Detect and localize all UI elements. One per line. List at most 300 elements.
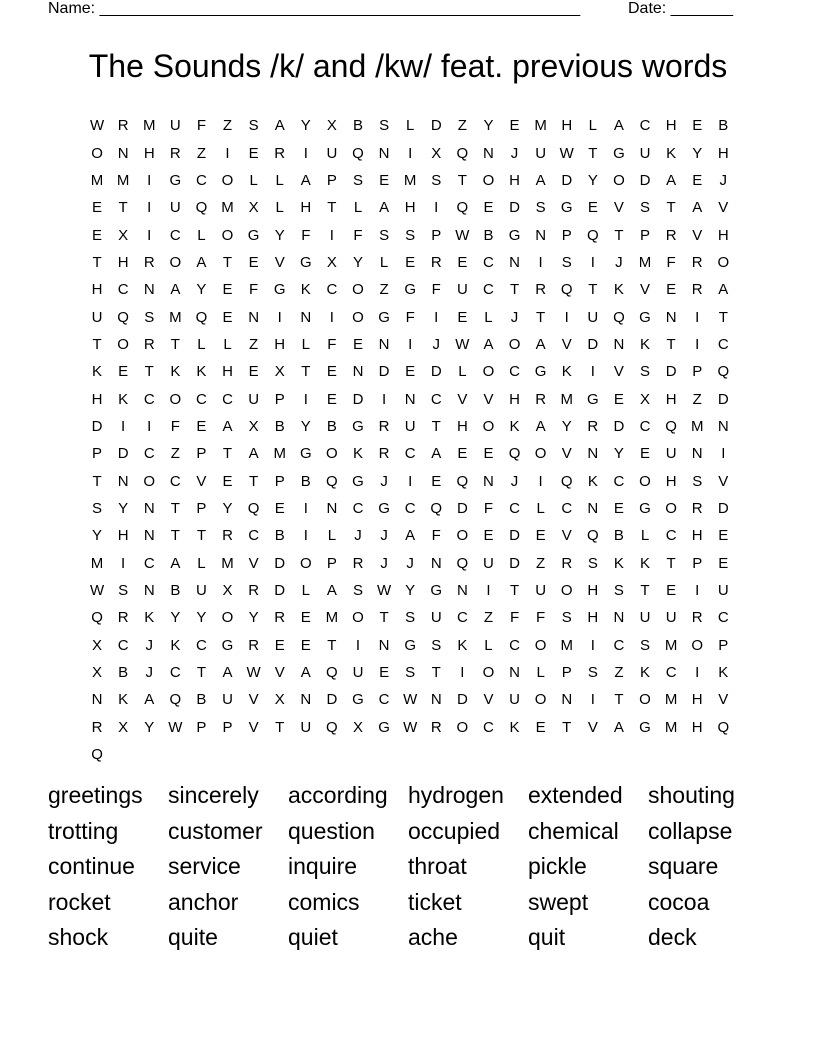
grid-letter: E <box>300 636 311 654</box>
grid-letter: E <box>718 554 729 572</box>
grid-letter: C <box>326 281 338 299</box>
grid-letter: S <box>535 199 546 217</box>
grid-letter: G <box>534 363 547 381</box>
word-list-item: quiet <box>288 924 338 950</box>
grid-letter: Q <box>456 199 469 217</box>
grid-letter: T <box>588 144 598 162</box>
grid-letter: A <box>666 171 677 189</box>
grid-letter: C <box>169 472 181 490</box>
grid-letter: U <box>535 144 547 162</box>
grid-letter: V <box>248 718 259 736</box>
grid-letter: B <box>483 226 494 244</box>
letter-grid <box>84 112 736 768</box>
grid-letter: K <box>718 664 729 682</box>
word-list-item: deck <box>648 924 697 950</box>
grid-letter: P <box>692 363 703 381</box>
grid-letter: B <box>118 664 129 682</box>
grid-letter: A <box>248 445 259 463</box>
grid-letter: E <box>483 445 494 463</box>
grid-letter: W <box>455 335 470 353</box>
grid-letter: F <box>249 281 259 299</box>
grid-letter: V <box>457 390 468 408</box>
grid-letter: M <box>690 417 704 435</box>
grid-letter: O <box>665 499 677 517</box>
grid-letter: U <box>717 582 729 600</box>
grid-letter: V <box>483 390 494 408</box>
grid-letter: P <box>326 171 337 189</box>
word-list-item: square <box>648 853 719 879</box>
grid-letter: V <box>196 472 207 490</box>
grid-letter: I <box>434 199 439 217</box>
grid-letter: C <box>509 363 520 381</box>
grid-letter: V <box>483 691 494 709</box>
grid-letter: G <box>508 226 521 244</box>
grid-letter: N <box>691 445 703 463</box>
grid-letter: D <box>456 499 468 517</box>
grid-letter: P <box>561 226 572 244</box>
grid-letter: E <box>457 308 468 326</box>
grid-letter: M <box>90 171 104 189</box>
grid-letter: X <box>326 253 337 271</box>
grid-letter: G <box>639 308 651 326</box>
grid-letter: J <box>406 554 414 572</box>
grid-letter: N <box>248 308 260 326</box>
grid-letter: R <box>143 253 155 271</box>
grid-letter: Q <box>326 718 338 736</box>
grid-letter: E <box>613 499 624 517</box>
grid-letter: N <box>430 691 442 709</box>
grid-letter: C <box>456 609 468 627</box>
grid-letter: D <box>613 417 625 435</box>
grid-letter: X <box>118 226 129 244</box>
grid-letter: C <box>117 636 129 654</box>
grid-letter: C <box>169 664 181 682</box>
grid-letter: C <box>561 499 573 517</box>
grid-letter: J <box>510 144 519 162</box>
grid-letter: S <box>613 582 624 600</box>
grid-letter: W <box>89 582 105 600</box>
grid-letter: K <box>666 144 677 162</box>
grid-letter: P <box>274 472 285 490</box>
grid-letter: F <box>196 117 206 135</box>
grid-letter: I <box>355 636 361 654</box>
grid-letter: C <box>639 117 651 135</box>
grid-letter: O <box>639 691 651 709</box>
grid-letter: E <box>692 171 703 189</box>
grid-letter: Y <box>118 499 129 517</box>
grid-letter: O <box>508 335 521 353</box>
grid-letter: H <box>561 117 573 135</box>
grid-letter: F <box>301 226 311 244</box>
grid-letter: G <box>299 445 312 463</box>
word-list-item: sincerely <box>168 782 259 808</box>
grid-letter: S <box>352 582 363 600</box>
grid-letter: J <box>354 527 362 545</box>
grid-letter: B <box>352 117 363 135</box>
grid-letter: Q <box>430 499 443 517</box>
grid-letter: F <box>536 609 546 627</box>
grid-letter: I <box>147 171 152 189</box>
grid-letter: M <box>221 554 234 572</box>
grid-letter: C <box>509 636 520 654</box>
grid-letter: R <box>91 718 103 736</box>
grid-letter: I <box>695 582 700 600</box>
grid-letter: N <box>535 226 547 244</box>
grid-letter: Q <box>117 308 129 326</box>
grid-letter: V <box>613 363 624 381</box>
grid-letter: E <box>352 335 363 353</box>
grid-letter: A <box>170 554 181 572</box>
grid-letter: I <box>695 308 700 326</box>
grid-letter: Y <box>196 609 207 627</box>
name-field: Name: ______________________________________________________ <box>48 0 581 17</box>
grid-letter: P <box>718 636 729 654</box>
grid-letter: M <box>142 117 156 135</box>
grid-letter: S <box>561 253 572 271</box>
grid-letter: M <box>664 691 678 709</box>
grid-letter: I <box>590 636 595 654</box>
grid-letter: I <box>538 472 543 490</box>
grid-letter: C <box>483 253 494 271</box>
word-list-item: customer <box>168 817 263 844</box>
grid-letter: N <box>117 144 129 162</box>
grid-letter: X <box>326 117 337 135</box>
grid-letter: K <box>170 636 181 654</box>
grid-letter: G <box>378 499 390 517</box>
grid-letter: W <box>246 664 261 682</box>
grid-letter: F <box>431 281 441 299</box>
grid-letter: R <box>691 609 703 627</box>
grid-letter: D <box>91 417 103 435</box>
grid-letter: P <box>640 226 651 244</box>
grid-letter: I <box>408 144 413 162</box>
grid-letter: O <box>352 308 364 326</box>
grid-letter: U <box>404 417 416 435</box>
grid-letter: E <box>222 281 233 299</box>
grid-letter: T <box>562 718 572 736</box>
grid-letter: B <box>326 417 337 435</box>
grid-letter: A <box>692 199 703 217</box>
grid-letter: S <box>431 171 442 189</box>
grid-letter: W <box>559 144 574 162</box>
grid-letter: H <box>222 363 233 381</box>
grid-letter: P <box>274 390 285 408</box>
grid-letter: N <box>613 609 625 627</box>
grid-letter: F <box>483 499 494 517</box>
grid-letter: X <box>248 199 259 217</box>
grid-letter: E <box>405 363 416 381</box>
grid-letter: C <box>639 417 651 435</box>
word-list-item: chemical <box>528 817 619 844</box>
grid-letter: P <box>561 664 572 682</box>
grid-letter: G <box>378 308 390 326</box>
grid-letter: Y <box>561 417 572 435</box>
word-list-item: rocket <box>48 888 111 915</box>
grid-letter: M <box>116 171 130 189</box>
grid-letter: Y <box>300 417 311 435</box>
grid-letter: I <box>695 335 700 353</box>
grid-letter: H <box>117 253 129 271</box>
grid-letter: T <box>327 636 337 654</box>
grid-letter: K <box>300 281 311 299</box>
grid-letter: A <box>535 335 546 353</box>
grid-letter: S <box>248 117 259 135</box>
grid-letter: B <box>300 472 311 490</box>
grid-letter: H <box>509 390 520 408</box>
grid-letter: C <box>404 499 416 517</box>
grid-letter: D <box>430 363 442 381</box>
grid-letter: S <box>431 636 442 654</box>
grid-letter: R <box>430 253 442 271</box>
grid-letter: B <box>274 417 285 435</box>
grid-letter: T <box>588 281 598 299</box>
grid-letter: T <box>327 199 337 217</box>
grid-letter: N <box>717 417 729 435</box>
grid-letter: T <box>509 582 520 600</box>
grid-letter: T <box>118 199 128 217</box>
grid-letter: A <box>535 417 546 435</box>
grid-letter: B <box>274 527 285 545</box>
word-list-item: quit <box>528 924 566 950</box>
grid-letter: Q <box>665 417 677 435</box>
grid-letter: Y <box>405 582 416 600</box>
grid-letter: T <box>92 335 102 353</box>
grid-letter: E <box>457 253 468 271</box>
grid-letter: E <box>666 582 677 600</box>
grid-letter: I <box>147 226 152 244</box>
grid-letter: R <box>535 390 547 408</box>
grid-letter: K <box>196 363 207 381</box>
grid-letter: K <box>118 691 129 709</box>
grid-letter: T <box>170 527 180 545</box>
grid-letter: X <box>274 363 285 381</box>
grid-letter: Q <box>247 499 260 517</box>
grid-letter: E <box>300 609 311 627</box>
grid-letter: W <box>89 117 105 135</box>
word-list-item: throat <box>408 853 467 879</box>
grid-letter: F <box>431 527 441 545</box>
grid-letter: C <box>509 499 520 517</box>
grid-letter: H <box>691 718 703 736</box>
grid-letter: I <box>408 335 413 353</box>
grid-letter: T <box>536 308 546 326</box>
grid-letter: I <box>564 308 569 326</box>
grid-letter: R <box>143 335 155 353</box>
grid-letter: Y <box>692 144 703 162</box>
grid-letter: N <box>665 308 677 326</box>
grid-letter: L <box>327 527 337 545</box>
grid-letter: H <box>274 335 286 353</box>
grid-letter: T <box>170 499 180 517</box>
grid-letter: C <box>352 499 364 517</box>
grid-letter: V <box>248 691 259 709</box>
grid-letter: U <box>91 308 103 326</box>
grid-letter: E <box>405 253 416 271</box>
grid-letter: L <box>301 582 310 600</box>
grid-letter: I <box>590 253 595 271</box>
grid-letter: M <box>638 253 652 271</box>
grid-letter: C <box>717 609 729 627</box>
grid-letter: N <box>378 144 390 162</box>
grid-letter: D <box>509 527 520 545</box>
grid-letter: Z <box>536 554 546 572</box>
grid-letter: N <box>117 472 129 490</box>
grid-letter: S <box>405 226 416 244</box>
word-list-item: greetings <box>48 782 143 808</box>
grid-letter: N <box>143 527 155 545</box>
grid-letter: O <box>352 281 364 299</box>
grid-letter: T <box>457 171 467 189</box>
grid-letter: Q <box>91 609 103 627</box>
grid-letter: E <box>587 199 598 217</box>
grid-letter: O <box>169 253 182 271</box>
grid-letter: O <box>221 171 234 189</box>
grid-letter: S <box>92 499 103 517</box>
grid-letter: S <box>587 664 598 682</box>
grid-letter: B <box>196 691 207 709</box>
grid-letter: O <box>326 445 338 463</box>
grid-letter: E <box>431 472 442 490</box>
grid-letter: N <box>509 253 520 271</box>
grid-letter: G <box>639 718 651 736</box>
grid-letter: V <box>587 718 598 736</box>
grid-letter: U <box>535 582 547 600</box>
grid-letter: K <box>561 363 572 381</box>
grid-letter: B <box>170 582 181 600</box>
grid-letter: D <box>717 499 729 517</box>
grid-letter: A <box>300 171 311 189</box>
grid-letter: M <box>325 609 339 627</box>
grid-letter: C <box>665 527 677 545</box>
grid-letter: O <box>143 472 156 490</box>
grid-letter: K <box>640 554 651 572</box>
grid-letter: R <box>169 144 181 162</box>
grid-letter: G <box>273 281 286 299</box>
grid-letter: V <box>248 554 259 572</box>
grid-letter: Q <box>560 472 573 490</box>
grid-letter: Y <box>144 718 155 736</box>
grid-letter: U <box>456 281 468 299</box>
grid-letter: R <box>222 527 233 545</box>
grid-letter: H <box>717 144 729 162</box>
grid-letter: R <box>352 554 364 572</box>
grid-letter: Z <box>483 609 494 627</box>
grid-letter: F <box>405 308 415 326</box>
word-list-item: shouting <box>648 782 735 808</box>
grid-letter: Y <box>170 609 181 627</box>
grid-letter: E <box>640 445 651 463</box>
grid-letter: E <box>483 527 494 545</box>
grid-letter: O <box>482 417 495 435</box>
grid-letter: H <box>404 199 416 217</box>
grid-letter: J <box>719 171 728 189</box>
grid-letter: T <box>666 554 676 572</box>
grid-letter: U <box>300 718 312 736</box>
grid-letter: M <box>403 171 417 189</box>
grid-letter: N <box>143 499 155 517</box>
grid-letter: U <box>196 582 207 600</box>
grid-letter: A <box>431 445 442 463</box>
grid-letter: R <box>117 117 129 135</box>
word-list-item: hydrogen <box>408 782 504 808</box>
grid-letter: N <box>352 363 364 381</box>
grid-letter: D <box>117 445 129 463</box>
grid-letter: E <box>379 171 390 189</box>
word-list-item: according <box>288 782 388 808</box>
grid-letter: K <box>144 609 155 627</box>
grid-letter: Q <box>326 472 338 490</box>
grid-letter: Y <box>196 281 207 299</box>
grid-letter: E <box>92 199 103 217</box>
grid-letter: E <box>248 253 259 271</box>
grid-letter: N <box>300 691 312 709</box>
grid-letter: T <box>509 281 520 299</box>
grid-letter: Y <box>483 117 494 135</box>
grid-letter: V <box>613 199 624 217</box>
grid-letter: W <box>455 226 470 244</box>
word-list-item: extended <box>528 782 623 808</box>
grid-letter: O <box>534 636 547 654</box>
grid-letter: N <box>143 582 155 600</box>
grid-letter: L <box>353 199 363 217</box>
grid-letter: A <box>379 199 390 217</box>
grid-letter: P <box>92 445 103 463</box>
grid-letter: V <box>274 253 285 271</box>
grid-letter: K <box>613 281 624 299</box>
grid-letter: C <box>613 636 625 654</box>
grid-letter: D <box>665 363 677 381</box>
grid-letter: N <box>483 144 494 162</box>
grid-letter: Y <box>274 226 285 244</box>
grid-letter: E <box>718 527 729 545</box>
grid-letter: R <box>430 718 442 736</box>
grid-letter: Z <box>170 445 180 463</box>
grid-letter: P <box>196 718 207 736</box>
grid-letter: C <box>169 226 181 244</box>
grid-letter: D <box>274 582 286 600</box>
grid-letter: L <box>249 171 258 189</box>
grid-letter: T <box>275 718 285 736</box>
grid-letter: O <box>117 335 129 353</box>
grid-letter: M <box>664 636 678 654</box>
word-list-item: cocoa <box>648 888 710 915</box>
grid-letter: A <box>274 117 285 135</box>
grid-letter: M <box>221 199 234 217</box>
grid-letter: T <box>301 363 311 381</box>
grid-letter: R <box>274 609 286 627</box>
grid-letter: D <box>430 117 442 135</box>
word-list-item: quite <box>168 924 218 950</box>
grid-letter: C <box>196 636 207 654</box>
grid-letter: K <box>587 472 598 490</box>
grid-letter: T <box>196 664 206 682</box>
grid-letter: Q <box>456 554 469 572</box>
grid-letter: U <box>587 308 599 326</box>
grid-letter: H <box>91 390 103 408</box>
grid-letter: E <box>483 199 494 217</box>
grid-letter: N <box>587 445 599 463</box>
grid-letter: Y <box>248 609 259 627</box>
grid-letter: X <box>92 664 103 682</box>
grid-letter: K <box>457 636 468 654</box>
grid-letter: I <box>303 527 308 545</box>
grid-letter: F <box>666 253 676 271</box>
grid-letter: W <box>403 691 418 709</box>
grid-letter: K <box>118 390 129 408</box>
grid-letter: C <box>404 445 416 463</box>
grid-letter: I <box>121 554 126 572</box>
grid-letter: R <box>117 609 129 627</box>
